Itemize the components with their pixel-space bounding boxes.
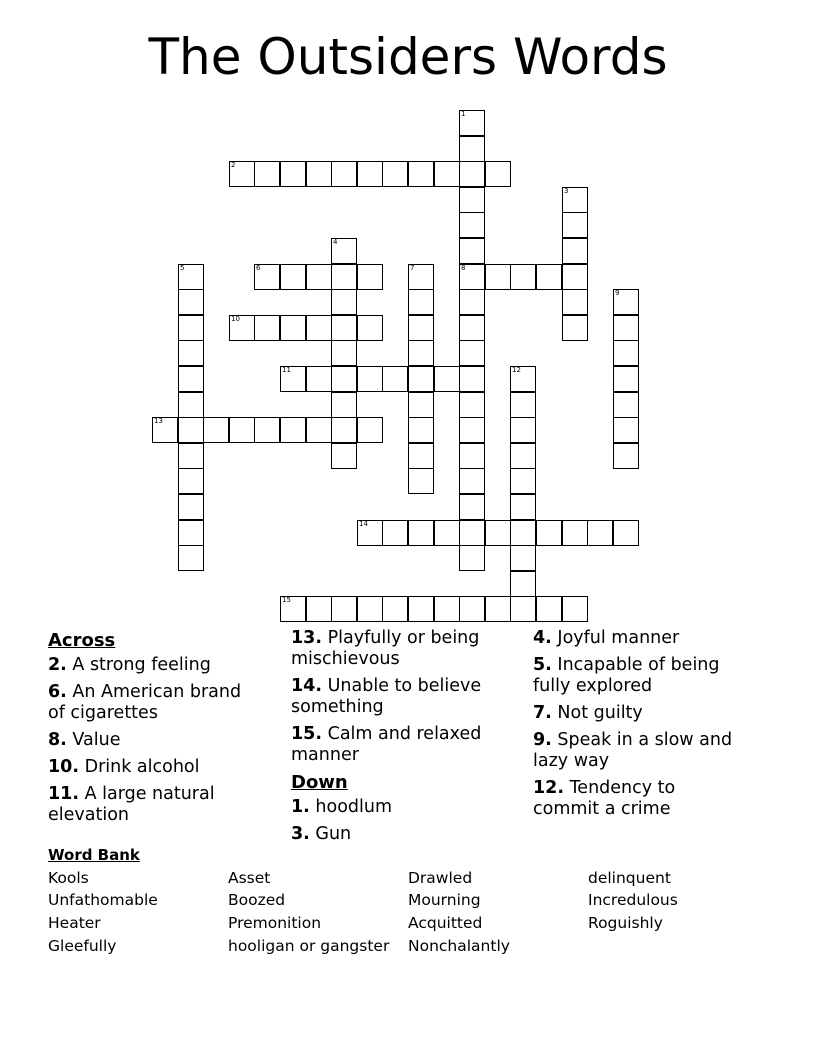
grid-cell[interactable] xyxy=(459,545,485,571)
grid-cell[interactable] xyxy=(178,417,204,443)
grid-cell[interactable] xyxy=(459,289,485,315)
grid-cell[interactable] xyxy=(408,468,434,494)
puzzle-title: The Outsiders Words xyxy=(148,28,668,86)
grid-cell[interactable] xyxy=(280,161,306,187)
word-bank-item: Premonition xyxy=(228,914,322,932)
grid-cell[interactable] xyxy=(459,110,485,136)
grid-cell[interactable] xyxy=(178,264,204,290)
grid-cell[interactable] xyxy=(408,289,434,315)
grid-cell[interactable] xyxy=(357,264,383,290)
grid-cell[interactable] xyxy=(357,315,383,341)
clue-down-4: 4. Joyful manner xyxy=(533,628,680,648)
grid-cell[interactable] xyxy=(434,161,460,187)
grid-cell[interactable] xyxy=(587,520,613,546)
grid-cell[interactable] xyxy=(562,289,588,315)
grid-cell[interactable] xyxy=(459,212,485,238)
grid-cell[interactable] xyxy=(562,596,588,622)
grid-cell[interactable] xyxy=(459,264,485,290)
grid-cell[interactable] xyxy=(331,340,357,366)
grid-cell[interactable] xyxy=(306,315,332,341)
clue-across-11: 11. A large natural elevation xyxy=(48,784,215,825)
grid-cell[interactable] xyxy=(510,520,536,546)
cell-number: 1 xyxy=(461,110,466,118)
grid-cell[interactable] xyxy=(613,520,639,546)
grid-cell[interactable] xyxy=(254,161,280,187)
grid-cell[interactable] xyxy=(203,417,229,443)
clue-column-3 xyxy=(533,628,773,826)
clue-down-5: 5. Incapable of being fully explored xyxy=(533,655,720,696)
grid-cell[interactable] xyxy=(178,289,204,315)
grid-cell[interactable] xyxy=(331,596,357,622)
grid-cell[interactable] xyxy=(536,264,562,290)
grid-cell[interactable] xyxy=(306,161,332,187)
word-bank-item: delinquent xyxy=(588,869,671,887)
grid-cell[interactable] xyxy=(280,417,306,443)
grid-cell[interactable] xyxy=(331,289,357,315)
grid-cell[interactable] xyxy=(408,392,434,418)
grid-cell[interactable] xyxy=(459,468,485,494)
grid-cell[interactable] xyxy=(408,596,434,622)
word-bank-item: hooligan or gangster xyxy=(228,937,390,955)
clue-across-15: 15. Calm and relaxed manner xyxy=(291,724,482,765)
grid-cell[interactable] xyxy=(459,494,485,520)
grid-cell[interactable] xyxy=(357,366,383,392)
clue-down-9: 9. Speak in a slow and lazy way xyxy=(533,730,733,771)
grid-cell[interactable] xyxy=(459,443,485,469)
grid-cell[interactable] xyxy=(254,264,280,290)
grid-cell[interactable] xyxy=(562,238,588,264)
grid-cell[interactable] xyxy=(306,417,332,443)
grid-cell[interactable] xyxy=(434,596,460,622)
clue-across-2: 2. A strong feeling xyxy=(48,655,211,675)
cell-number: 12 xyxy=(512,366,521,374)
grid-cell[interactable] xyxy=(510,494,536,520)
grid-cell[interactable] xyxy=(152,417,178,443)
grid-cell[interactable] xyxy=(306,596,332,622)
down-heading: Down xyxy=(291,772,348,793)
grid-cell[interactable] xyxy=(331,366,357,392)
grid-cell[interactable] xyxy=(510,392,536,418)
grid-cell[interactable] xyxy=(357,161,383,187)
grid-cell[interactable] xyxy=(510,545,536,571)
grid-cell[interactable] xyxy=(408,161,434,187)
grid-cell[interactable] xyxy=(459,136,485,162)
clue-across-8: 8. Value xyxy=(48,730,121,750)
grid-cell[interactable] xyxy=(485,161,511,187)
grid-cell[interactable] xyxy=(613,443,639,469)
cell-number: 9 xyxy=(615,289,620,297)
grid-cell[interactable] xyxy=(408,443,434,469)
grid-cell[interactable] xyxy=(280,315,306,341)
grid-cell[interactable] xyxy=(613,366,639,392)
clue-across-13: 13. Playfully or being mischievous xyxy=(291,628,480,669)
grid-cell[interactable] xyxy=(382,161,408,187)
grid-cell[interactable] xyxy=(510,417,536,443)
grid-cell[interactable] xyxy=(178,366,204,392)
grid-cell[interactable] xyxy=(280,264,306,290)
grid-cell[interactable] xyxy=(613,289,639,315)
grid-cell[interactable] xyxy=(331,238,357,264)
cell-number: 11 xyxy=(282,366,291,374)
clue-down-3: 3. Gun xyxy=(291,824,352,844)
grid-cell[interactable] xyxy=(280,366,306,392)
clue-down-7: 7. Not guilty xyxy=(533,703,643,723)
grid-cell[interactable] xyxy=(459,187,485,213)
word-bank-item: Acquitted xyxy=(408,914,483,932)
grid-cell[interactable] xyxy=(562,187,588,213)
word-bank-heading: Word Bank xyxy=(48,846,140,864)
grid-cell[interactable] xyxy=(562,264,588,290)
across-heading: Across xyxy=(48,630,116,651)
cell-number: 13 xyxy=(154,417,163,425)
grid-cell[interactable] xyxy=(510,264,536,290)
grid-cell[interactable] xyxy=(229,315,255,341)
grid-cell[interactable] xyxy=(510,468,536,494)
grid-cell[interactable] xyxy=(613,392,639,418)
grid-cell[interactable] xyxy=(306,264,332,290)
cell-number: 10 xyxy=(231,315,240,323)
cell-number: 7 xyxy=(410,264,415,272)
grid-cell[interactable] xyxy=(459,520,485,546)
grid-cell[interactable] xyxy=(510,443,536,469)
grid-cell[interactable] xyxy=(459,238,485,264)
clue-column-2 xyxy=(291,628,516,851)
grid-cell[interactable] xyxy=(178,340,204,366)
cell-number: 5 xyxy=(180,264,185,272)
word-bank-item: Asset xyxy=(228,869,271,887)
grid-cell[interactable] xyxy=(459,392,485,418)
grid-cell[interactable] xyxy=(178,468,204,494)
word-bank-item: Unfathomable xyxy=(48,891,158,909)
grid-cell[interactable] xyxy=(613,417,639,443)
grid-cell[interactable] xyxy=(229,161,255,187)
grid-cell[interactable] xyxy=(254,315,280,341)
grid-cell[interactable] xyxy=(357,417,383,443)
cell-number: 3 xyxy=(564,187,569,195)
cell-number: 2 xyxy=(231,161,236,169)
grid-cell[interactable] xyxy=(485,596,511,622)
cell-number: 6 xyxy=(256,264,261,272)
grid-cell[interactable] xyxy=(331,443,357,469)
grid-cell[interactable] xyxy=(331,417,357,443)
grid-cell[interactable] xyxy=(178,315,204,341)
word-bank-item: Nonchalantly xyxy=(408,937,510,955)
grid-cell[interactable] xyxy=(434,520,460,546)
grid-cell[interactable] xyxy=(536,520,562,546)
grid-cell[interactable] xyxy=(382,596,408,622)
grid-cell[interactable] xyxy=(280,596,306,622)
grid-cell[interactable] xyxy=(510,596,536,622)
grid-cell[interactable] xyxy=(459,366,485,392)
cell-number: 15 xyxy=(282,596,291,604)
grid-cell[interactable] xyxy=(510,366,536,392)
grid-cell[interactable] xyxy=(408,315,434,341)
grid-cell[interactable] xyxy=(178,545,204,571)
word-bank-item: Incredulous xyxy=(588,891,678,909)
word-bank-item: Boozed xyxy=(228,891,286,909)
grid-cell[interactable] xyxy=(459,161,485,187)
grid-cell[interactable] xyxy=(562,315,588,341)
grid-cell[interactable] xyxy=(382,366,408,392)
grid-cell[interactable] xyxy=(510,571,536,597)
word-bank-item: Kools xyxy=(48,869,89,887)
grid-cell[interactable] xyxy=(306,366,332,392)
grid-cell[interactable] xyxy=(357,520,383,546)
grid-cell[interactable] xyxy=(562,212,588,238)
cell-number: 8 xyxy=(461,264,466,272)
grid-cell[interactable] xyxy=(408,417,434,443)
grid-cell[interactable] xyxy=(254,417,280,443)
grid-cell[interactable] xyxy=(229,417,255,443)
grid-cell[interactable] xyxy=(459,417,485,443)
clue-across-14: 14. Unable to believe something xyxy=(291,676,482,717)
word-bank-item: Gleefully xyxy=(48,937,117,955)
grid-cell[interactable] xyxy=(408,366,434,392)
word-bank-item: Heater xyxy=(48,914,101,932)
grid-cell[interactable] xyxy=(459,315,485,341)
grid-cell[interactable] xyxy=(178,392,204,418)
grid-cell[interactable] xyxy=(613,315,639,341)
grid-cell[interactable] xyxy=(331,264,357,290)
grid-cell[interactable] xyxy=(408,340,434,366)
cell-number: 4 xyxy=(333,238,338,246)
word-bank-item: Roguishly xyxy=(588,914,663,932)
grid-cell[interactable] xyxy=(178,443,204,469)
clue-across-10: 10. Drink alcohol xyxy=(48,757,200,777)
grid-cell[interactable] xyxy=(408,264,434,290)
clue-across-6: 6. An American brand of cigarettes xyxy=(48,682,242,723)
grid-cell[interactable] xyxy=(331,161,357,187)
grid-cell[interactable] xyxy=(408,520,434,546)
grid-cell[interactable] xyxy=(613,340,639,366)
grid-cell[interactable] xyxy=(382,520,408,546)
grid-cell[interactable] xyxy=(485,264,511,290)
word-bank-item: Drawled xyxy=(408,869,473,887)
grid-cell[interactable] xyxy=(357,596,383,622)
clue-down-1: 1. hoodlum xyxy=(291,797,393,817)
grid-cell[interactable] xyxy=(485,520,511,546)
clue-column-1 xyxy=(48,628,288,832)
word-bank-item: Mourning xyxy=(408,891,481,909)
grid-cell[interactable] xyxy=(331,392,357,418)
grid-cell[interactable] xyxy=(562,520,588,546)
grid-cell[interactable] xyxy=(178,520,204,546)
grid-cell[interactable] xyxy=(536,596,562,622)
grid-cell[interactable] xyxy=(178,494,204,520)
grid-cell[interactable] xyxy=(434,366,460,392)
clue-down-12: 12. Tendency to commit a crime xyxy=(533,778,676,819)
grid-cell[interactable] xyxy=(459,596,485,622)
grid-cell[interactable] xyxy=(331,315,357,341)
cell-number: 14 xyxy=(359,520,368,528)
grid-cell[interactable] xyxy=(459,340,485,366)
